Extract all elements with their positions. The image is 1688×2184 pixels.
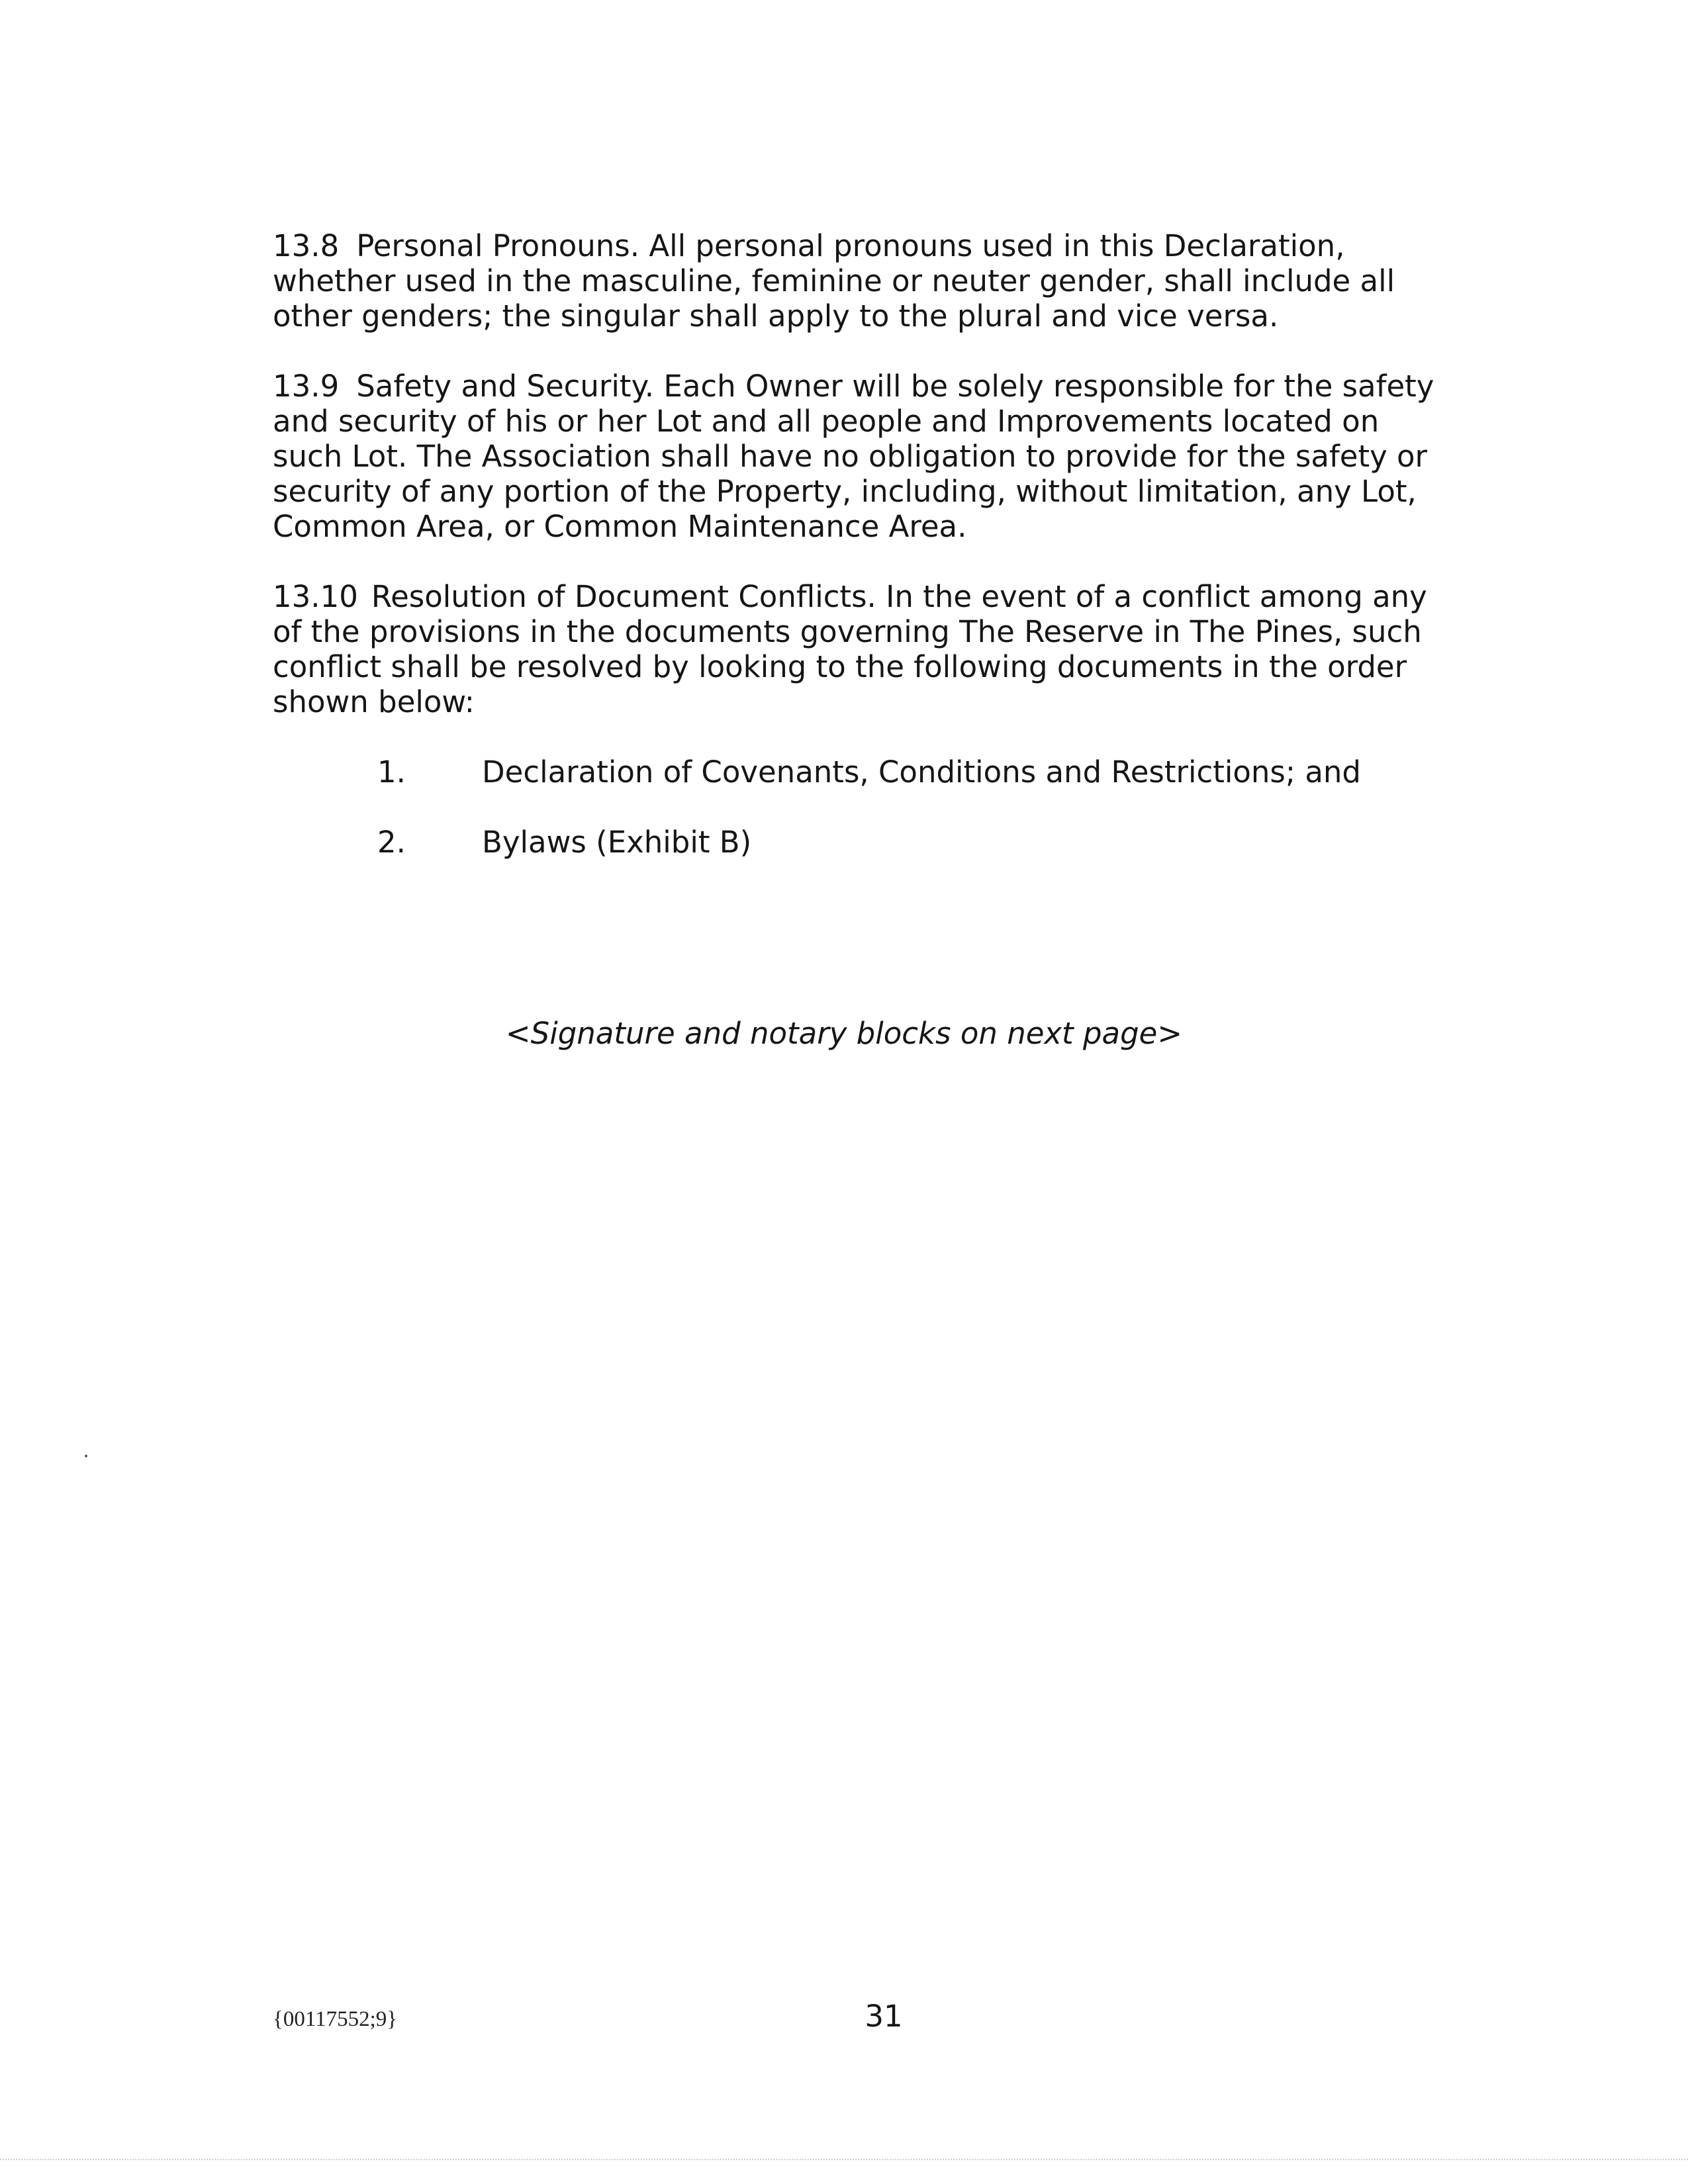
section-text: Safety and Security. Each Owner will be solely responsible for the safety and security of his or her Lot and all people and Improvements located on such Lot. The Association shall have no obligation to provide for the safety or security of any portion of the Property, including, without limitation, any Lot, Common Area, or Common Maintenance Area. xyxy=(273,369,1434,544)
section-13-9 xyxy=(273,369,1444,544)
document-order-list xyxy=(273,754,1444,860)
section-text: Resolution of Document Conflicts. In the event of a conflict among any of the provisions in the documents governing The Reserve in The Pines, such conflict shall be resolved by looking to the following documents in the order shown below: xyxy=(273,579,1427,719)
list-item xyxy=(377,754,1444,790)
section-text: Personal Pronouns. All personal pronouns used in this Declaration, whether used in the masculine, feminine or neuter gender, shall include all other genders; the singular shall apply to the plural and vice versa. xyxy=(273,228,1395,334)
section-number: 13.8 xyxy=(273,228,340,263)
document-id: {00117552;9} xyxy=(273,2007,398,2031)
list-item-text: Declaration of Covenants, Conditions and Restrictions; and xyxy=(482,754,1361,790)
section-number: 13.9 xyxy=(273,369,340,404)
section-number: 13.10 xyxy=(273,579,358,614)
scan-speck xyxy=(85,1455,87,1457)
list-item-text: Bylaws (Exhibit B) xyxy=(482,825,752,860)
scan-edge-line xyxy=(0,2159,1688,2161)
page-number: 31 xyxy=(865,1999,903,2034)
list-item xyxy=(377,825,1444,860)
list-item-number: 1. xyxy=(377,754,406,790)
signature-note: <Signature and notary blocks on next page> xyxy=(505,1016,1183,1051)
list-item-number: 2. xyxy=(377,825,406,860)
section-13-10 xyxy=(273,579,1438,719)
document-body xyxy=(273,228,1444,895)
section-13-8 xyxy=(273,228,1444,334)
